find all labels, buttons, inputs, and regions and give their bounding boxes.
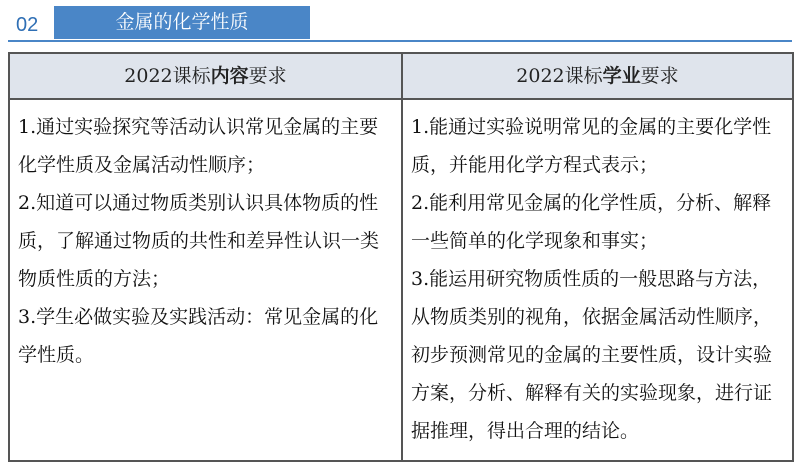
content-requirements-header bbox=[10, 54, 401, 98]
header-suffix: 要求 bbox=[640, 65, 679, 87]
list-item: 1.通过实验探究等活动认识常见金属的主要化学性质及金属活动性顺序； bbox=[18, 116, 379, 176]
header-suffix: 要求 bbox=[248, 65, 287, 87]
page-title: 金属的化学性质 bbox=[54, 6, 310, 39]
list-item: 2.知道可以通过物质类别认识具体物质的性质，了解通过物质的共性和差异性认识一类物质性质的方法； bbox=[18, 192, 380, 290]
section-number: 02 bbox=[16, 14, 39, 36]
header-keyword: 学业 bbox=[602, 65, 641, 87]
list-item: 3.能运用研究物质性质的一般思路与方法，从物质类别的视角，依据金属活动性顺序，初步预测常见的金属的主要性质，设计实验方案，分析、解释有关的实验现象，进行证据推理，得出合理的结论。 bbox=[411, 268, 773, 442]
header-prefix: 2022课标 bbox=[516, 65, 603, 87]
table-header-row bbox=[10, 54, 792, 100]
requirements-table bbox=[8, 52, 794, 462]
academic-requirements-cell bbox=[401, 100, 792, 460]
table-body-row bbox=[10, 100, 792, 460]
content-requirements-cell bbox=[10, 100, 401, 460]
list-item: 2.能利用常见金属的化学性质，分析、解释一些简单的化学现象和事实； bbox=[411, 192, 772, 252]
list-item: 1.能通过实验说明常见的金属的主要化学性质，并能用化学方程式表示； bbox=[411, 116, 772, 176]
academic-requirements-header bbox=[401, 54, 792, 98]
header-keyword: 内容 bbox=[210, 65, 249, 87]
list-item: 3.学生必做实验及实践活动：常见金属的化学性质。 bbox=[18, 306, 379, 366]
header-prefix: 2022课标 bbox=[124, 65, 211, 87]
header-divider bbox=[8, 40, 792, 42]
